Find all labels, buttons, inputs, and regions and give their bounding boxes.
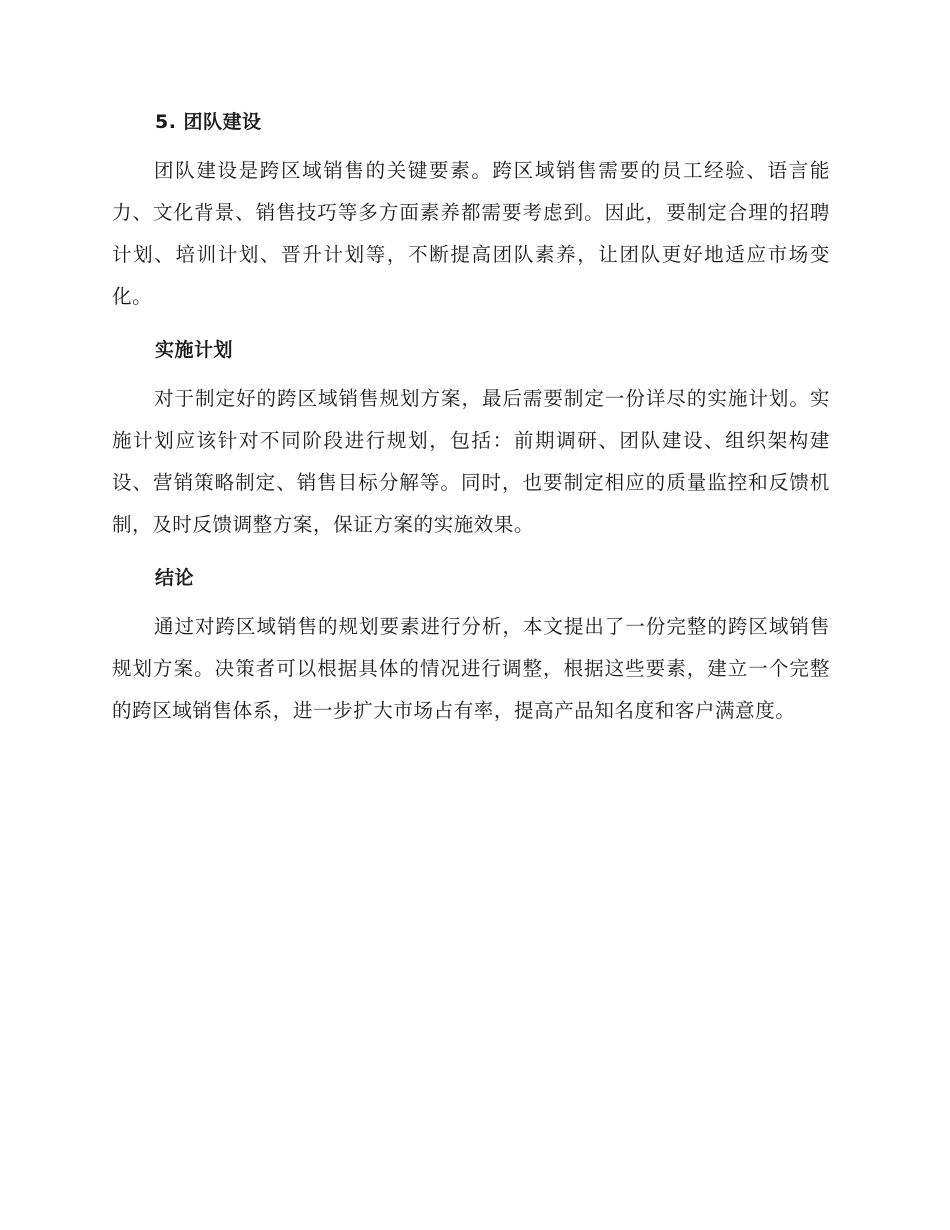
section-heading: 结论 [155,567,195,589]
section-conclusion [112,564,830,732]
section-paragraph: 团队建设是跨区域销售的关键要素。跨区域销售需要的员工经验、语言能力、文化背景、销售技巧等多方面素养都需要考虑到。因此，要制定合理的招聘计划、培训计划、晋升计划等，不断提高团队素养，让团队更好地适应市场变化。 [112,159,830,308]
section-team-building [112,108,830,318]
document-body [112,108,830,750]
section-heading: 5. 团队建设 [155,111,262,133]
section-heading: 实施计划 [155,339,234,361]
section-paragraph: 对于制定好的跨区域销售规划方案，最后需要制定一份详尽的实施计划。实施计划应该针对不同阶段进行规划，包括：前期调研、团队建设、组织架构建设、营销策略制定、销售目标分解等。同时，也要制定相应的质量监控和反馈机制，及时反馈调整方案，保证方案的实施效果。 [112,387,830,536]
section-implementation-plan [112,336,830,546]
section-paragraph: 通过对跨区域销售的规划要素进行分析，本文提出了一份完整的跨区域销售规划方案。决策者可以根据具体的情况进行调整，根据这些要素，建立一个完整的跨区域销售体系，进一步扩大市场占有率，提高产品知名度和客户满意度。 [112,615,830,722]
